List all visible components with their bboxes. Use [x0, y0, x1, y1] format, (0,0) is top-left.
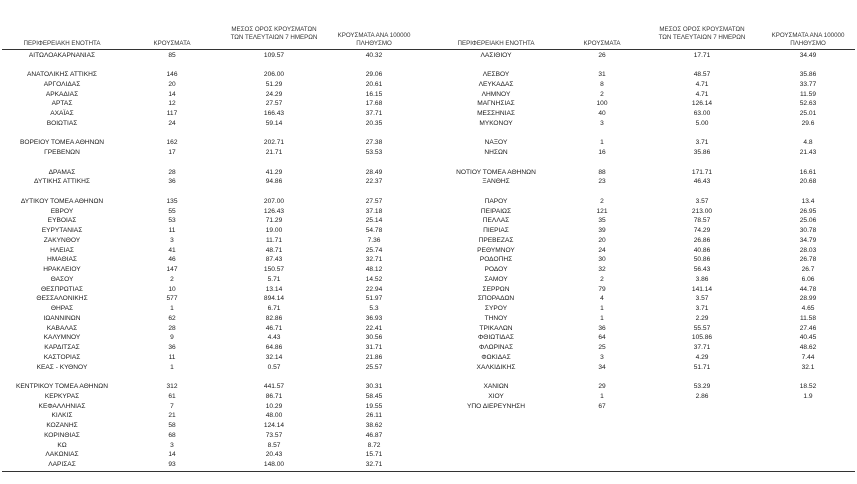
header-cases-right: ΚΡΟΥΣΜΑΤΑ: [583, 40, 621, 47]
left-cell-per: 38.62: [365, 422, 383, 429]
right-cell-name: ΦΩΚΙΔΑΣ: [481, 353, 511, 361]
left-cell-name: ΗΜΑΘΙΑΣ: [47, 256, 77, 264]
right-cell-name: ΤΡΙΚΑΛΩΝ: [479, 324, 513, 332]
right-cell-name: ΝΑΞΟΥ: [484, 139, 508, 147]
left-cell-avg: 8.57: [267, 441, 281, 449]
left-cell-cases: 28: [168, 324, 176, 332]
left-cell-per: 14.52: [365, 275, 383, 283]
left-cell-name: ΕΥΡΥΤΑΝΙΑΣ: [41, 227, 83, 234]
left-cell-per: 5.3: [369, 305, 379, 312]
right-cell-per: 28.03: [799, 246, 817, 254]
header-per100k-left-line2: ΠΛΗΘΥΣΜΟ: [356, 39, 392, 47]
left-cell-avg: 82.86: [265, 314, 283, 322]
right-cell-avg: 48.57: [693, 71, 711, 78]
right-cell-cases: 4: [600, 295, 604, 303]
left-cell-cases: 14: [168, 90, 176, 98]
left-cell-avg: 21.71: [265, 149, 283, 156]
right-cell-per: 26.7: [801, 266, 815, 273]
left-cell-cases: 55: [168, 207, 176, 215]
right-cell-per: 26.95: [799, 207, 817, 215]
right-cell-per: 20.68: [799, 178, 817, 186]
header-per100k-right: [760, 32, 856, 47]
left-cell-avg: 59.14: [265, 119, 283, 127]
right-cell-name: ΛΕΥΚΑΔΑΣ: [478, 80, 514, 88]
right-cell-name: ΥΠΟ ΔΙΕΡΕΥΝΗΣΗ: [467, 402, 525, 410]
left-cell-avg: 48.71: [265, 246, 283, 254]
right-cell-name: ΞΑΝΘΗΣ: [482, 178, 510, 186]
right-cell-cases: 39: [598, 227, 606, 234]
right-cell-avg: 3.86: [695, 275, 709, 283]
right-cell-cases: 64: [598, 334, 606, 342]
right-cell-name: ΛΗΜΝΟΥ: [481, 90, 511, 98]
left-cell-per: 25.74: [365, 246, 383, 254]
left-cell-per: 30.31: [365, 383, 383, 390]
right-cell-name: ΝΟΤΙΟΥ ΤΟΜΕΑ ΑΘΗΝΩΝ: [456, 168, 536, 176]
right-cell-avg: 4.29: [695, 353, 709, 361]
left-cell-per: 25.14: [365, 217, 383, 225]
right-cell-per: 11.58: [799, 314, 816, 322]
right-cell-avg: 4.71: [695, 90, 709, 98]
right-cell-per: 7.44: [801, 353, 815, 361]
left-cell-name: ΓΡΕΒΕΝΩΝ: [44, 149, 80, 156]
header-avg7-right: [650, 26, 754, 41]
left-cell-per: 53.53: [365, 149, 383, 156]
left-cell-per: 8.72: [367, 441, 381, 449]
left-cell-per: 32.71: [365, 461, 383, 468]
left-cell-per: 37.71: [365, 110, 383, 117]
left-cell-name: ΚΑΒΑΛΑΣ: [46, 324, 78, 332]
left-cell-cases: 24: [168, 119, 176, 127]
left-cell-per: 22.94: [365, 285, 383, 293]
header-per100k-right-line2: ΠΛΗΘΥΣΜΟ: [790, 39, 826, 47]
left-cell-name: ΘΑΣΟΥ: [50, 275, 74, 283]
left-cell-name: ΚΩ: [57, 441, 67, 449]
left-cell-cases: 11: [168, 227, 176, 234]
right-cell-per: 16.61: [799, 168, 817, 176]
left-cell-per: 58.45: [365, 392, 383, 400]
right-cell-cases: 16: [598, 149, 606, 156]
left-cell-cases: 162: [166, 139, 178, 147]
left-cell-per: 19.55: [365, 402, 383, 410]
header-region-left: ΠΕΡΙΦΕΡΕΙΑΚΗ ΕΝΟΤΗΤΑ: [23, 40, 101, 47]
right-cell-name: ΛΕΣΒΟΥ: [482, 71, 510, 78]
left-cell-avg: 24.29: [265, 90, 283, 98]
left-cell-per: 25.57: [365, 363, 383, 371]
left-cell-avg: 150.57: [263, 266, 285, 273]
right-cell-avg: 141.14: [691, 285, 713, 293]
right-cell-name: ΠΑΡΟΥ: [484, 197, 508, 205]
header-avg7-right-line2: ΤΩΝ ΤΕΛΕΥΤΑΙΩΝ 7 ΗΜΕΡΩΝ: [658, 33, 746, 41]
right-cell-avg: 40.86: [693, 246, 711, 254]
right-cell-avg: 17.71: [693, 51, 711, 59]
left-cell-per: 30.56: [365, 334, 383, 342]
right-cell-cases: 1: [600, 305, 604, 312]
left-cell-per: 32.71: [365, 256, 383, 264]
left-cell-name: ΚΕΝΤΡΙΚΟΥ ΤΟΜΕΑ ΑΘΗΝΩΝ: [16, 383, 108, 390]
left-cell-name: ΕΥΒΟΙΑΣ: [47, 217, 77, 225]
left-cell-name: ΚΕΡΚΥΡΑΣ: [44, 392, 80, 400]
left-cell-name: ΗΡΑΚΛΕΙΟΥ: [43, 266, 81, 273]
right-cell-avg: 53.29: [693, 383, 711, 390]
right-cell-name: ΣΕΡΡΩΝ: [482, 285, 510, 293]
header-avg7-left-line1: ΜΕΣΟΣ ΟΡΟΣ ΚΡΟΥΣΜΑΤΩΝ: [231, 26, 317, 33]
right-cell-avg: 5.00: [695, 119, 709, 127]
left-cell-name: ΚΕΑΣ - ΚΥΘΝΟΥ: [36, 363, 88, 371]
left-cell-name: ΚΑΛΥΜΝΟΥ: [43, 334, 81, 342]
right-cell-avg: 56.43: [693, 266, 711, 273]
left-cell-avg: 4.43: [267, 334, 281, 342]
right-cell-avg: 2.29: [695, 314, 709, 322]
left-cell-avg: 41.29: [265, 168, 283, 176]
left-cell-name: ΖΑΚΥΝΘΟΥ: [43, 236, 81, 244]
right-cell-cases: 88: [598, 168, 606, 176]
right-cell-per: 1.9: [803, 392, 813, 400]
right-cell-cases: 79: [598, 285, 606, 293]
left-cell-cases: 93: [168, 461, 176, 468]
right-cell-avg: 2.86: [695, 392, 709, 400]
header-per100k-left-line1: ΚΡΟΥΣΜΑΤΑ ΑΝΑ 100000: [337, 32, 411, 39]
right-cell-cases: 100: [596, 100, 608, 108]
right-cell-avg: 3.71: [695, 139, 709, 147]
right-cell-cases: 2: [600, 275, 604, 283]
right-cell-name: ΦΘΙΩΤΙΔΑΣ: [478, 334, 514, 342]
right-cell-name: ΡΟΔΟΠΗΣ: [479, 256, 513, 264]
right-cell-name: ΜΥΚΟΝΟΥ: [479, 119, 513, 127]
left-cell-cases: 312: [166, 383, 178, 390]
left-cell-avg: 48.00: [265, 412, 283, 420]
header-region-right: ΠΕΡΙΦΕΡΕΙΑΚΗ ΕΝΟΤΗΤΑ: [457, 40, 535, 47]
right-cell-per: 48.62: [799, 344, 817, 351]
left-cell-name: ΙΩΑΝΝΙΝΩΝ: [43, 314, 81, 322]
left-cell-per: 20.61: [365, 80, 383, 88]
right-cell-per: 30.78: [799, 227, 817, 234]
left-cell-avg: 71.29: [265, 217, 283, 225]
right-cell-cases: 34: [598, 363, 606, 371]
right-cell-name: ΡΟΔΟΥ: [484, 266, 508, 273]
left-cell-cases: 10: [168, 285, 176, 293]
left-cell-avg: 73.57: [265, 431, 283, 439]
left-cell-avg: 86.71: [265, 392, 283, 400]
right-cell-per: 40.45: [799, 334, 817, 342]
left-cell-per: 21.86: [365, 353, 383, 361]
left-cell-name: ΚΟΖΑΝΗΣ: [46, 422, 78, 429]
left-cell-name: ΑΡΚΑΔΙΑΣ: [45, 90, 79, 98]
right-cell-avg: 63.00: [693, 110, 711, 117]
right-cell-per: 32.1: [801, 363, 815, 371]
right-cell-name: ΣΑΜΟΥ: [484, 275, 508, 283]
right-cell-cases: 3: [600, 119, 604, 127]
left-cell-cases: 14: [168, 451, 176, 459]
right-cell-avg: 35.86: [693, 149, 711, 156]
right-cell-per: 11.59: [799, 90, 816, 98]
left-cell-avg: 894.14: [263, 295, 285, 303]
left-cell-name: ΒΟΡΕΙΟΥ ΤΟΜΕΑ ΑΘΗΝΩΝ: [19, 139, 105, 147]
left-cell-per: 27.57: [365, 197, 383, 205]
left-cell-cases: 7: [170, 402, 174, 410]
right-cell-cases: 40: [598, 110, 606, 117]
left-cell-cases: 147: [166, 266, 178, 273]
left-cell-cases: 11: [168, 353, 176, 361]
right-cell-avg: 105.86: [691, 334, 713, 342]
right-cell-cases: 20: [598, 236, 606, 244]
left-cell-name: ΛΑΡΙΣΑΣ: [48, 461, 76, 468]
left-cell-avg: 51.29: [265, 80, 283, 88]
right-cell-per: 25.01: [799, 110, 817, 117]
left-cell-cases: 1: [170, 305, 174, 312]
left-cell-cases: 577: [166, 295, 178, 303]
right-cell-per: 6.06: [801, 275, 815, 283]
left-cell-cases: 58: [168, 422, 176, 429]
right-cell-name: ΣΠΟΡΑΔΩΝ: [477, 295, 515, 303]
right-cell-avg: 26.86: [693, 236, 711, 244]
left-cell-cases: 2: [170, 275, 174, 283]
left-cell-cases: 135: [166, 197, 178, 205]
right-cell-cases: 23: [598, 178, 606, 186]
right-cell-cases: 31: [598, 71, 606, 78]
right-cell-per: 26.78: [799, 256, 817, 264]
left-cell-avg: 148.00: [263, 461, 285, 468]
right-cell-per: 18.52: [799, 383, 817, 390]
right-cell-per: 25.06: [799, 217, 817, 225]
left-cell-avg: 5.71: [267, 275, 281, 283]
right-cell-avg: 74.29: [693, 227, 711, 234]
left-cell-name: ΑΝΑΤΟΛΙΚΗΣ ΑΤΤΙΚΗΣ: [27, 71, 97, 78]
left-cell-name: ΕΒΡΟΥ: [50, 207, 74, 215]
left-cell-name: ΑΡΤΑΣ: [51, 100, 73, 108]
left-cell-cases: 1: [170, 363, 174, 371]
left-cell-cases: 36: [168, 344, 176, 351]
left-cell-per: 40.32: [365, 51, 383, 59]
right-cell-name: ΡΕΘΥΜΝΟΥ: [477, 246, 515, 254]
left-cell-avg: 124.14: [263, 422, 285, 429]
right-cell-cases: 35: [598, 217, 606, 225]
right-cell-name: ΜΕΣΣΗΝΙΑΣ: [477, 110, 515, 117]
left-cell-cases: 117: [166, 110, 178, 117]
left-cell-per: 16.15: [365, 90, 383, 98]
right-cell-cases: 30: [598, 256, 606, 264]
right-cell-name: ΧΙΟΥ: [488, 392, 504, 400]
left-cell-name: ΑΡΓΟΛΙΔΑΣ: [43, 80, 81, 88]
left-cell-avg: 87.43: [265, 256, 283, 264]
left-cell-cases: 146: [166, 71, 178, 78]
right-cell-cases: 24: [598, 246, 606, 254]
right-cell-per: 13.4: [801, 197, 815, 205]
left-cell-per: 36.93: [365, 314, 383, 322]
right-cell-name: ΠΡΕΒΕΖΑΣ: [478, 236, 514, 244]
left-cell-per: 22.37: [365, 178, 383, 186]
left-cell-name: ΔΥΤΙΚΗΣ ΑΤΤΙΚΗΣ: [34, 178, 90, 186]
left-cell-cases: 41: [168, 246, 176, 254]
left-cell-avg: 207.00: [263, 197, 285, 205]
left-cell-cases: 21: [168, 412, 176, 420]
right-cell-avg: 51.71: [693, 363, 711, 371]
right-cell-cases: 1: [600, 392, 604, 400]
left-cell-per: 51.97: [365, 295, 383, 303]
right-cell-avg: 37.71: [693, 344, 711, 351]
right-cell-name: ΠΕΙΡΑΙΩΣ: [480, 207, 512, 215]
left-cell-cases: 53: [168, 217, 176, 225]
left-cell-avg: 11.71: [265, 236, 282, 244]
left-cell-per: 48.12: [365, 266, 383, 273]
left-cell-cases: 62: [168, 314, 176, 322]
right-cell-cases: 67: [598, 402, 606, 410]
left-cell-avg: 0.57: [267, 363, 281, 371]
left-cell-per: 29.06: [365, 71, 383, 78]
right-cell-avg: 213.00: [691, 207, 713, 215]
right-cell-avg: 4.71: [695, 80, 709, 88]
left-cell-per: 7.36: [367, 236, 381, 244]
right-cell-cases: 3: [600, 353, 604, 361]
right-cell-name: ΣΥΡΟΥ: [484, 305, 508, 312]
left-cell-cases: 20: [168, 80, 176, 88]
right-cell-name: ΧΑΛΚΙΔΙΚΗΣ: [476, 363, 516, 371]
left-cell-name: ΚΑΡΔΙΤΣΑΣ: [44, 344, 80, 351]
left-cell-name: ΚΑΣΤΟΡΙΑΣ: [43, 353, 81, 361]
footer-rule: [2, 471, 855, 472]
left-cell-avg: 94.86: [265, 178, 283, 186]
left-cell-cases: 85: [168, 51, 176, 59]
left-cell-cases: 68: [168, 431, 176, 439]
right-cell-per: 28.99: [799, 295, 817, 303]
left-cell-per: 54.78: [365, 227, 383, 234]
left-cell-per: 15.71: [365, 451, 383, 459]
left-cell-cases: 17: [168, 149, 176, 156]
right-cell-per: 27.46: [799, 324, 817, 332]
right-cell-per: 34.79: [799, 236, 817, 244]
right-cell-cases: 1: [600, 314, 604, 322]
left-cell-name: ΚΟΡΙΝΘΙΑΣ: [44, 431, 80, 439]
right-cell-cases: 2: [600, 197, 604, 205]
right-cell-avg: 46.43: [693, 178, 711, 186]
right-cell-cases: 8: [600, 80, 604, 88]
right-cell-name: ΜΑΓΝΗΣΙΑΣ: [477, 100, 515, 108]
right-cell-cases: 36: [598, 324, 606, 332]
left-cell-per: 37.18: [365, 207, 383, 215]
right-cell-per: 4.65: [801, 305, 815, 312]
right-cell-per: 44.78: [799, 285, 817, 293]
left-cell-cases: 28: [168, 168, 176, 176]
left-cell-avg: 441.57: [263, 383, 285, 390]
left-cell-per: 46.87: [365, 431, 383, 439]
left-cell-name: ΛΑΚΩΝΙΑΣ: [45, 451, 79, 459]
left-cell-cases: 3: [170, 441, 174, 449]
right-cell-cases: 29: [598, 383, 606, 390]
right-cell-avg: 3.57: [695, 197, 709, 205]
right-cell-per: 21.43: [799, 149, 817, 156]
left-cell-avg: 46.71: [265, 324, 283, 332]
header-rule: [2, 49, 855, 50]
header-per100k-right-line1: ΚΡΟΥΣΜΑΤΑ ΑΝΑ 100000: [771, 32, 845, 39]
left-cell-cases: 61: [168, 392, 176, 400]
left-cell-cases: 36: [168, 178, 176, 186]
left-cell-avg: 6.71: [267, 305, 281, 312]
right-cell-name: ΛΑΣΙΘΙΟΥ: [480, 51, 512, 59]
right-cell-name: ΠΕΛΛΑΣ: [482, 217, 510, 225]
header-cases-left: ΚΡΟΥΣΜΑΤΑ: [153, 40, 191, 47]
header-per100k-left: [332, 32, 416, 47]
left-cell-per: 31.71: [365, 344, 383, 351]
right-cell-per: 52.63: [799, 100, 817, 108]
right-cell-cases: 2: [600, 90, 604, 98]
left-cell-avg: 32.14: [265, 353, 283, 361]
left-cell-per: 20.35: [365, 119, 383, 127]
right-cell-cases: 1: [600, 139, 604, 147]
left-cell-name: ΘΗΡΑΣ: [50, 305, 74, 312]
right-cell-avg: 3.57: [695, 295, 709, 303]
right-cell-avg: 78.57: [693, 217, 711, 225]
right-cell-cases: 121: [596, 207, 608, 215]
left-cell-name: ΘΕΣΠΡΩΤΙΑΣ: [40, 285, 84, 293]
right-cell-name: ΤΗΝΟΥ: [484, 314, 508, 322]
right-cell-name: ΠΙΕΡΙΑΣ: [483, 227, 509, 234]
left-cell-name: ΔΡΑΜΑΣ: [48, 168, 76, 176]
left-cell-name: ΚΙΛΚΙΣ: [51, 412, 73, 420]
header-avg7-left: [222, 26, 326, 41]
right-cell-avg: 50.86: [693, 256, 711, 264]
right-cell-avg: 171.71: [691, 168, 713, 176]
left-cell-name: ΘΕΣΣΑΛΟΝΙΚΗΣ: [36, 295, 88, 303]
left-cell-name: ΑΧΑΪΑΣ: [50, 110, 74, 117]
left-cell-cases: 12: [168, 100, 176, 108]
right-cell-name: ΦΛΩΡΙΝΑΣ: [478, 344, 514, 351]
right-cell-per: 33.77: [799, 80, 817, 88]
left-cell-per: 22.41: [365, 324, 383, 332]
header-avg7-right-line1: ΜΕΣΟΣ ΟΡΟΣ ΚΡΟΥΣΜΑΤΩΝ: [659, 26, 745, 33]
left-cell-avg: 109.57: [263, 51, 285, 59]
left-cell-name: ΗΛΕΙΑΣ: [50, 246, 74, 254]
right-cell-name: ΧΑΝΙΩΝ: [483, 383, 509, 390]
left-cell-cases: 9: [170, 334, 174, 342]
left-cell-name: ΚΕΦΑΛΛΗΝΙΑΣ: [38, 402, 86, 410]
left-cell-avg: 202.71: [263, 139, 285, 147]
left-cell-avg: 206.00: [263, 71, 285, 78]
right-cell-per: 34.49: [799, 51, 817, 59]
left-cell-per: 26.11: [365, 412, 382, 420]
left-cell-avg: 13.14: [265, 285, 283, 293]
left-cell-cases: 3: [170, 236, 174, 244]
left-cell-cases: 46: [168, 256, 176, 264]
right-cell-cases: 25: [598, 344, 606, 351]
left-cell-avg: 126.43: [263, 207, 285, 215]
left-cell-avg: 20.43: [265, 451, 283, 459]
right-cell-cases: 32: [598, 266, 606, 273]
left-cell-avg: 166.43: [263, 110, 285, 117]
right-cell-avg: 3.71: [695, 305, 709, 312]
right-cell-avg: 126.14: [691, 100, 713, 108]
header-avg7-left-line2: ΤΩΝ ΤΕΛΕΥΤΑΙΩΝ 7 ΗΜΕΡΩΝ: [230, 33, 318, 41]
left-cell-avg: 64.86: [265, 344, 283, 351]
left-cell-per: 27.38: [365, 139, 383, 147]
right-cell-cases: 26: [598, 51, 606, 59]
left-cell-per: 28.49: [365, 168, 383, 176]
right-cell-per: 35.86: [799, 71, 817, 78]
right-cell-name: ΝΗΣΩΝ: [484, 149, 508, 156]
left-cell-name: ΒΟΙΩΤΙΑΣ: [46, 119, 78, 127]
left-cell-name: ΔΥΤΙΚΟΥ ΤΟΜΕΑ ΑΘΗΝΩΝ: [20, 197, 104, 205]
left-cell-name: ΑΙΤΩΛΟΑΚΑΡΝΑΝΙΑΣ: [28, 51, 96, 59]
right-cell-per: 4.8: [803, 139, 813, 147]
left-cell-avg: 10.29: [265, 402, 283, 410]
left-cell-avg: 19.00: [265, 227, 283, 234]
right-cell-avg: 55.57: [693, 324, 711, 332]
left-cell-per: 17.68: [365, 100, 383, 108]
left-cell-avg: 27.57: [265, 100, 283, 108]
right-cell-per: 29.6: [801, 119, 815, 127]
